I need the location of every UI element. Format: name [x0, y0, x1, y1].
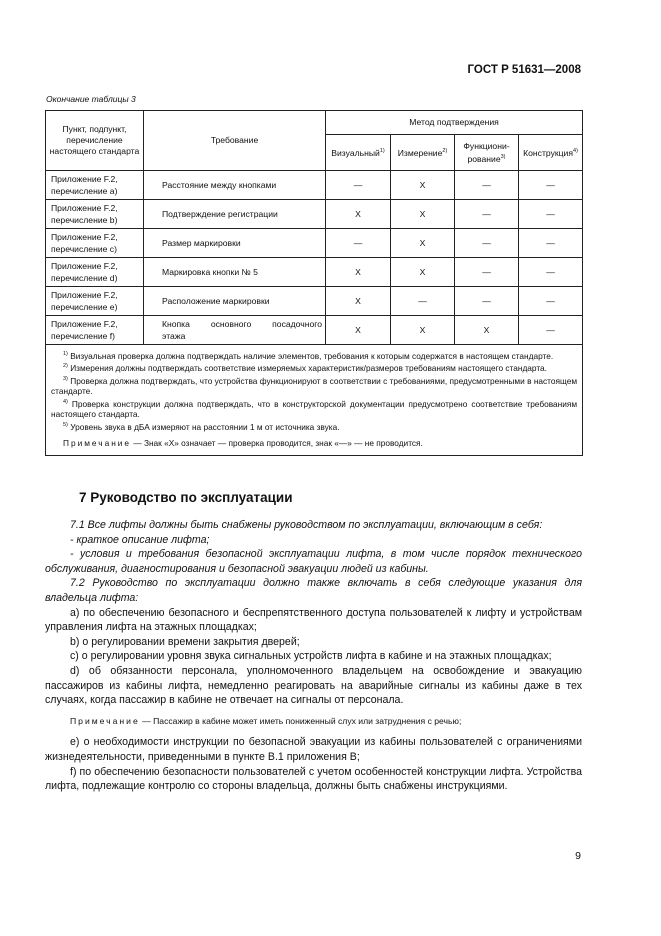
- row-value: —: [519, 316, 583, 345]
- row-value: —: [455, 229, 519, 258]
- section-note: Примечание — Пассажир в кабине может иметь пониженный слух или затруднения с речью;: [70, 715, 462, 726]
- footnote: $^{3)}$ Проверка должна подтверждать, что устройства функционируют в соответствии с требованиями, предусмотренными в настоящем стандарте.: [51, 375, 578, 397]
- row-value: —: [326, 229, 391, 258]
- table-notes: [46, 345, 583, 456]
- list-item: c) о регулировании уровня звука сигнальных устройств лифта в кабине и на этажных площадках;: [70, 650, 552, 663]
- row-value: X: [391, 258, 455, 287]
- row-value: X: [326, 200, 391, 229]
- list-item: - условия и требования безопасной эксплуатации лифта, в том числе порядок технического обслуживания, диагностирования и безопасной эвакуации людей из кабины.: [45, 548, 582, 575]
- row-ref: Приложение F.2, перечисление b): [46, 200, 144, 229]
- table-row: [46, 258, 583, 287]
- table-note: Примечание — Знак «Х» означает — проверка проводится, знак «—» — не проводится.: [63, 437, 423, 448]
- header-ref: Пункт, подпункт, перечисление настоящего стандарта: [46, 111, 144, 171]
- page-number: 9: [575, 850, 581, 862]
- row-ref: Приложение F.2, перечисление c): [46, 229, 144, 258]
- footnote: $^{5)}$ Уровень звука в дБА измеряют на расстоянии 1 м от источника звука.: [63, 421, 340, 432]
- row-value: X: [326, 258, 391, 287]
- header-requirement: Требование: [144, 111, 326, 171]
- list-item: f) по обеспечению безопасности пользователей с учетом особенностей конструкции лифта. Устройства лифта, подлежащие контролю со стороны владельца, должны быть снабжены инструкциями.: [45, 765, 582, 793]
- row-value: X: [391, 171, 455, 200]
- paragraph-7-1: 7.1 Все лифты должны быть снабжены руководством по эксплуатации, включающим в себя:: [70, 519, 543, 531]
- section-body: [45, 518, 582, 794]
- row-value: X: [391, 316, 455, 345]
- footnote: $^{2)}$ Измерения должны подтверждать соответствие измеряемых характеристик/размеров требованиям настоящего стандарта.: [63, 363, 547, 374]
- row-value: —: [519, 229, 583, 258]
- table-caption: Окончание таблицы 3: [46, 94, 136, 104]
- header-measurement: Измерение$^{2)}$: [391, 135, 455, 171]
- table-row: [46, 316, 583, 345]
- row-value: —: [519, 171, 583, 200]
- footnote: $^{1)}$ Визуальная проверка должна подтверждать наличие элементов, требования к которым содержатся в настоящем стандарте.: [63, 350, 554, 361]
- footnote: $^{4)}$ Проверка конструкции должна подтверждать, что в конструкторской документации предусмотрено соответствие требованиям настоящего стандарта.: [51, 398, 578, 420]
- paragraph-7-2: 7.2 Руководство по эксплуатации должно также включать в себя следующие указания для владельца лифта:: [45, 577, 582, 604]
- row-requirement: Расстояние между кнопками: [144, 171, 326, 200]
- table-row: [46, 200, 583, 229]
- table-row: [46, 287, 583, 316]
- row-value: —: [455, 171, 519, 200]
- row-ref: Приложение F.2, перечисление d): [46, 258, 144, 287]
- row-requirement: Расположение маркировки: [144, 287, 326, 316]
- row-ref: Приложение F.2, перечисление e): [46, 287, 144, 316]
- row-requirement: Подтверждение регистрации: [144, 200, 326, 229]
- row-ref: Приложение F.2, перечисление f): [46, 316, 144, 345]
- header-functioning: Функциони-рование$^{3)}$: [455, 135, 519, 171]
- table-header-row: [46, 111, 583, 135]
- list-item: b) о регулировании времени закрытия дверей;: [70, 635, 300, 648]
- verification-table: [45, 110, 583, 456]
- table-row: [46, 171, 583, 200]
- list-item: a) по обеспечению безопасного и беспрепятственного доступа пользователей к лифту и устройствам управления лифта на этажных площадках;: [45, 606, 582, 634]
- row-value: X: [326, 316, 391, 345]
- row-value: —: [519, 287, 583, 316]
- list-item: - краткое описание лифта;: [70, 533, 210, 546]
- row-requirement: Размер маркировки: [144, 229, 326, 258]
- row-requirement: Маркировка кнопки № 5: [144, 258, 326, 287]
- row-ref: Приложение F.2, перечисление a): [46, 171, 144, 200]
- list-item: e) о необходимости инструкции по безопасной эвакуации из кабины пользователей с ограничениями жизнедеятельности, приведенными в пункте В.1 приложения В;: [45, 736, 582, 763]
- section-title: 7 Руководство по эксплуатации: [79, 490, 293, 505]
- table-row: [46, 229, 583, 258]
- row-value: X: [455, 316, 519, 345]
- table-notes-row: [46, 345, 583, 456]
- row-value: —: [391, 287, 455, 316]
- row-value: —: [519, 200, 583, 229]
- header-construction: Конструкция$^{4)}$: [519, 135, 583, 171]
- row-value: X: [391, 229, 455, 258]
- header-visual: Визуальный$^{1)}$: [326, 135, 391, 171]
- row-value: —: [455, 200, 519, 229]
- row-value: X: [326, 287, 391, 316]
- document-header-standard: ГОСТ Р 51631—2008: [467, 64, 581, 76]
- row-value: —: [455, 258, 519, 287]
- list-item: d) об обязанности персонала, уполномоченного владельцем на освобождение и эвакуацию пассажиров из кабины лифта, немедленно реагировать на аварийные сигналы из кабины даже в тех случаях, когда пассажир в кабине не отвечает на сигналы от персонала.: [45, 664, 582, 707]
- row-value: —: [455, 287, 519, 316]
- row-value: X: [391, 200, 455, 229]
- header-method: Метод подтверждения: [326, 111, 583, 135]
- row-value: —: [326, 171, 391, 200]
- row-requirement: Кнопка основного посадочного этажа: [144, 316, 326, 345]
- row-value: —: [519, 258, 583, 287]
